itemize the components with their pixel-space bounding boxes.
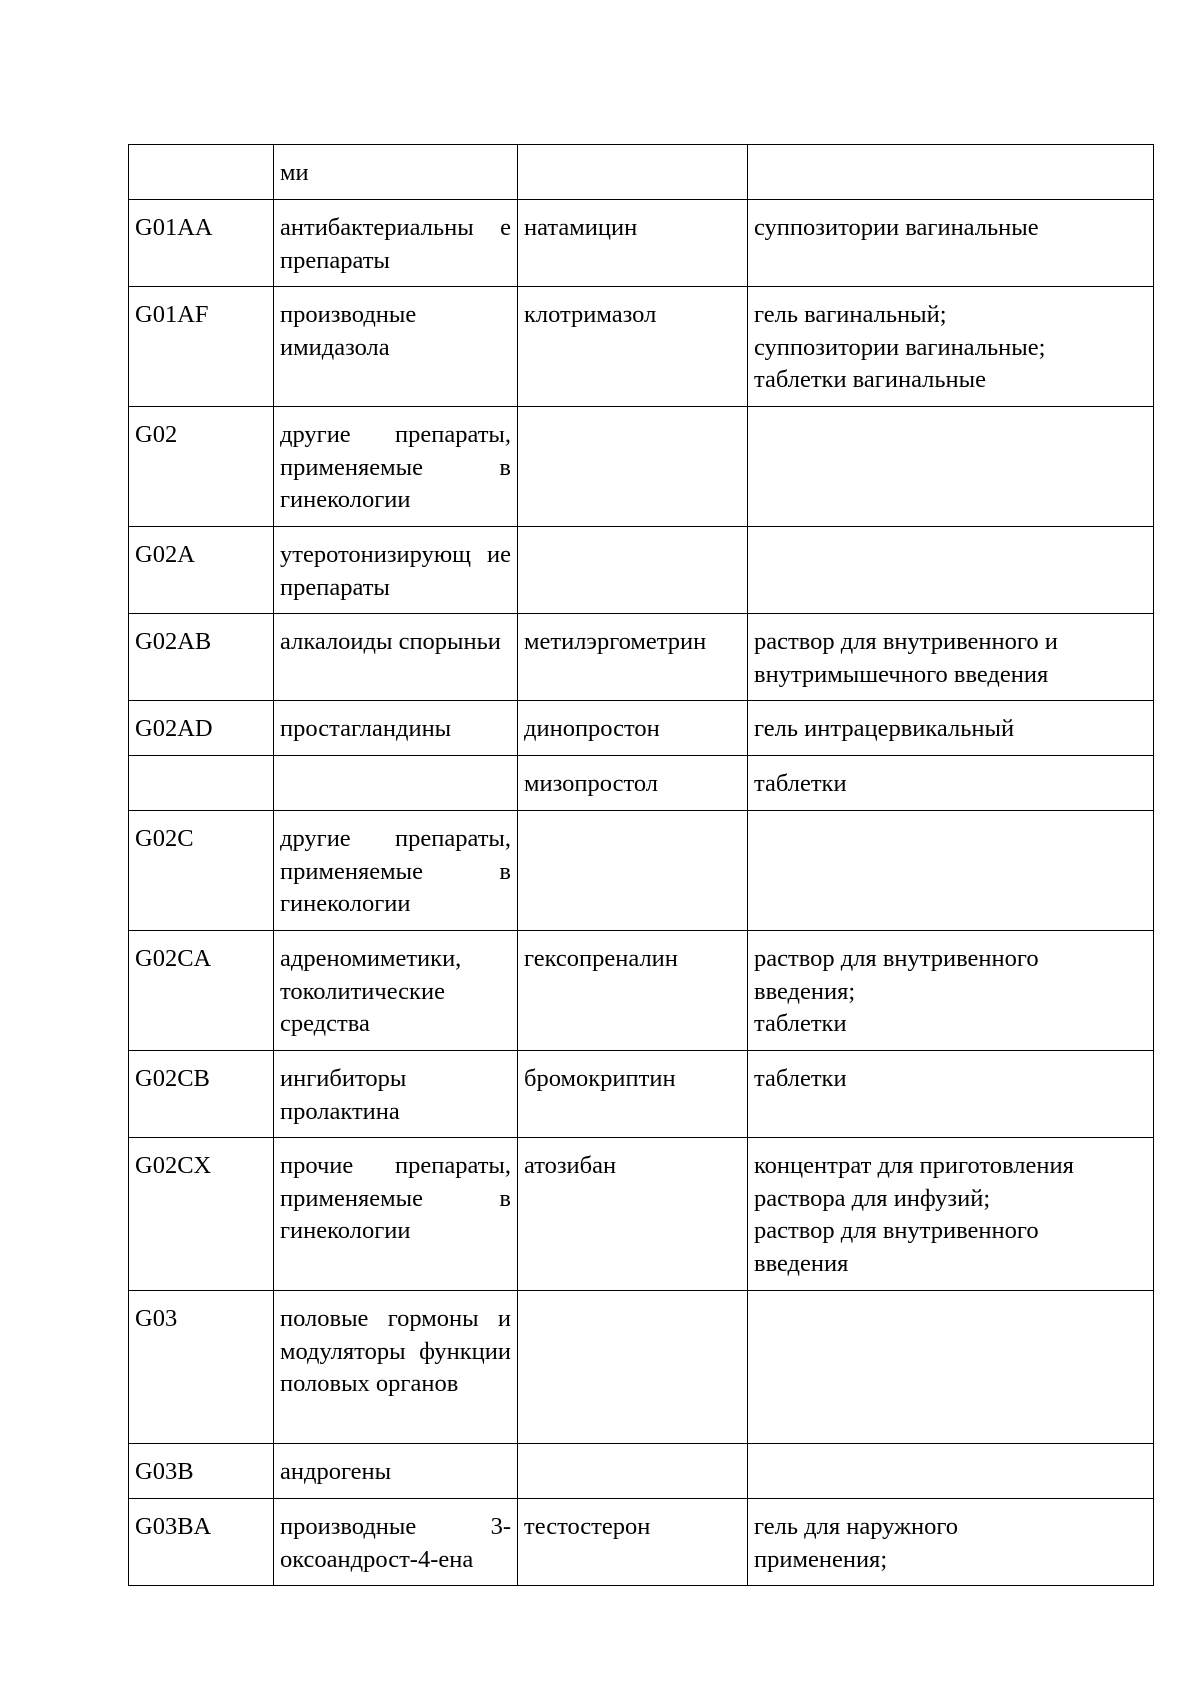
drug-name-cell: атозибан [518,1138,748,1291]
anatomical-therapeutic-group-cell: другие препараты, применяемые в гинекологии [274,407,518,527]
table-row [129,1138,1154,1291]
dosage-form-line: таблетки [754,1065,847,1092]
dosage-form-line: концентрат для приготовления [754,1152,1074,1179]
anatomical-therapeutic-group-cell: половые гормоны и модуляторы функции половых органов [274,1291,518,1444]
anatomical-therapeutic-group-cell: прочие препараты, применяемые в гинекологии [274,1138,518,1291]
dosage-form-line: таблетки вагинальные [754,366,987,393]
anatomical-therapeutic-group-cell: простагландины [274,701,518,756]
drug-name-cell: метилэргометрин [518,614,748,701]
drug-name-cell: гексопреналин [518,931,748,1051]
dosage-forms-cell [748,811,1154,931]
anatomical-therapeutic-group-cell: другие препараты, применяемые в гинекологии [274,811,518,931]
drug-name-cell: клотримазол [518,287,748,407]
dosage-form-line: раствор для внутривенного и [754,628,1058,655]
table-row [129,1444,1154,1499]
dosage-forms-cell [748,1291,1154,1444]
dosage-form-line: таблетки [754,770,847,797]
drug-name-cell: мизопростол [518,756,748,811]
drug-name-cell: натамицин [518,200,748,287]
table-row [129,1499,1154,1586]
atc-code-cell: G02CX [129,1138,274,1291]
dosage-forms-cell [748,756,1154,811]
atc-code-cell: G03 [129,1291,274,1444]
atc-code-cell: G02AD [129,701,274,756]
dosage-forms-cell [748,1051,1154,1138]
anatomical-therapeutic-group-cell [274,756,518,811]
atc-code-cell: G02AB [129,614,274,701]
dosage-form-line: применения; [754,1545,888,1573]
dosage-form-line: суппозитории вагинальные [754,214,1039,241]
anatomical-therapeutic-group-cell: антибактериальны е препараты [274,200,518,287]
table-row [129,527,1154,614]
anatomical-therapeutic-group-cell: утеротонизирующ ие препараты [274,527,518,614]
drug-name-cell [518,811,748,931]
dosage-form-line: раствор для внутривенного [754,945,1039,972]
dosage-form-line: гель вагинальный; [754,301,947,328]
dosage-forms-cell [748,1499,1154,1586]
atc-code-cell: G02A [129,527,274,614]
dosage-forms-cell [748,931,1154,1051]
dosage-form-line: таблетки [754,1010,847,1037]
dosage-forms-cell [748,407,1154,527]
dosage-form-line: гель интрацервикальный [754,715,1015,742]
atc-drug-table [128,144,1154,1586]
anatomical-therapeutic-group-cell: андрогены [274,1444,518,1499]
table-row [129,200,1154,287]
table-row [129,931,1154,1051]
anatomical-therapeutic-group-cell: производные имидазола [274,287,518,407]
atc-code-cell [129,145,274,200]
table-row [129,614,1154,701]
table-row [129,1291,1154,1444]
atc-code-cell: G02CA [129,931,274,1051]
atc-code-cell: G03B [129,1444,274,1499]
table-row [129,701,1154,756]
dosage-forms-cell [748,527,1154,614]
atc-code-cell: G02C [129,811,274,931]
atc-code-cell: G02CB [129,1051,274,1138]
atc-code-cell: G03BA [129,1499,274,1586]
anatomical-therapeutic-group-cell: производные 3-оксоандрост-4-ена [274,1499,518,1586]
dosage-form-line: суппозитории вагинальные; [754,333,1046,361]
anatomical-therapeutic-group-cell: алкалоиды спорыньи [274,614,518,701]
atc-code-cell: G01AF [129,287,274,407]
table-row [129,287,1154,407]
dosage-form-line: раствора для инфузий; [754,1184,991,1212]
table-row [129,756,1154,811]
atc-code-cell: G02 [129,407,274,527]
table-row [129,145,1154,200]
dosage-forms-cell [748,614,1154,701]
table-body [129,145,1154,1586]
dosage-forms-cell [748,200,1154,287]
drug-name-cell [518,1444,748,1499]
drug-name-cell: бромокриптин [518,1051,748,1138]
drug-name-cell [518,145,748,200]
atc-code-cell [129,756,274,811]
dosage-forms-cell [748,1138,1154,1291]
dosage-form-line: внутримышечного введения [754,660,1049,688]
anatomical-therapeutic-group-cell: адреномиметики, токолитические средства [274,931,518,1051]
drug-name-cell: динопростон [518,701,748,756]
dosage-form-line: гель для наружного [754,1513,959,1540]
dosage-forms-cell [748,1444,1154,1499]
drug-name-cell [518,1291,748,1444]
dosage-form-line: введения; [754,977,856,1005]
table-row [129,407,1154,527]
table-row [129,811,1154,931]
dosage-form-line: введения [754,1249,849,1277]
dosage-forms-cell [748,145,1154,200]
drug-name-cell [518,407,748,527]
dosage-form-line: раствор для внутривенного [754,1217,1039,1244]
dosage-forms-cell [748,287,1154,407]
drug-name-cell: тестостерон [518,1499,748,1586]
anatomical-therapeutic-group-cell: ми [274,145,518,200]
dosage-forms-cell [748,701,1154,756]
atc-code-cell: G01AA [129,200,274,287]
anatomical-therapeutic-group-cell: ингибиторы пролактина [274,1051,518,1138]
table-row [129,1051,1154,1138]
drug-name-cell [518,527,748,614]
